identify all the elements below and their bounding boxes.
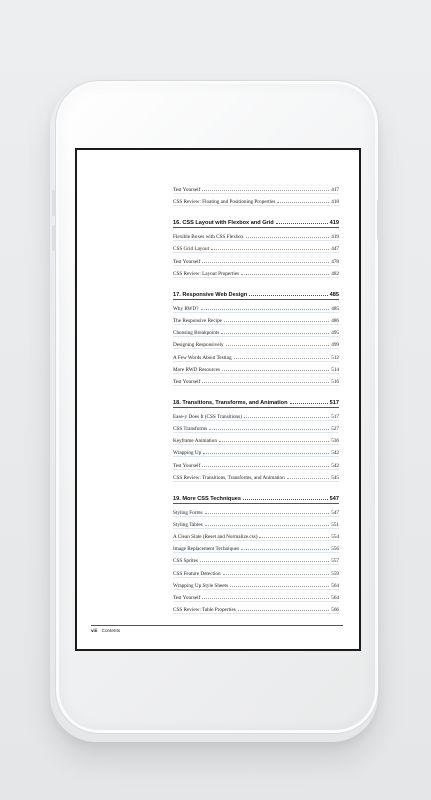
toc-section-entry[interactable] — [173, 567, 339, 578]
toc-entry-page: 482 — [331, 270, 339, 277]
toc-entry-page: 417 — [331, 187, 339, 193]
toc-entry-title: Choosing Breakpoints — [173, 330, 220, 337]
toc-section-entry[interactable] — [173, 530, 339, 541]
toc-entry-title: Ease-y Does It (CSS Transitions) — [173, 413, 242, 420]
toc-section-entry[interactable] — [173, 230, 339, 241]
toc-dot-leader — [205, 513, 330, 514]
toc-chapter-entry[interactable] — [173, 288, 339, 298]
toc-dot-leader — [224, 321, 329, 322]
toc-entry-title: Styling Forms — [173, 509, 203, 516]
toc-dot-leader — [259, 537, 329, 538]
toc-entry-page: 514 — [331, 366, 339, 373]
toc-entry-page: 447 — [331, 246, 339, 253]
toc-dot-leader — [200, 561, 329, 562]
toc-entry-title: Test Yourself — [173, 187, 201, 193]
toc-entry-title: Test Yourself — [173, 258, 201, 265]
toc-section-entry[interactable] — [173, 554, 339, 565]
toc-entry-page: 564 — [331, 582, 339, 589]
toc-entry-page: 545 — [331, 474, 339, 481]
toc-entry-title: CSS Transforms — [173, 426, 208, 433]
toc-chapter-entry[interactable] — [173, 492, 339, 502]
toc-section-entry[interactable] — [173, 255, 339, 266]
toc-dot-leader — [243, 499, 328, 500]
toc-section-entry[interactable] — [173, 326, 339, 337]
toc-dot-leader — [246, 237, 330, 238]
toc-section-entry[interactable] — [173, 603, 339, 614]
toc-entry-page: 542 — [331, 450, 339, 457]
toc-section-entry[interactable] — [173, 459, 339, 470]
chapter-underline — [173, 503, 339, 504]
toc-section-entry[interactable] — [173, 183, 339, 194]
toc-section-entry[interactable] — [173, 579, 339, 590]
toc-entry-title: CSS Review: Floating and Positioning Properties — [173, 199, 276, 206]
toc-dot-leader — [249, 295, 327, 296]
toc-section-entry[interactable] — [173, 242, 339, 253]
toc-section-entry[interactable] — [173, 363, 339, 374]
toc-entry-title: CSS Grid Layout — [173, 246, 210, 253]
toc-dot-leader — [277, 202, 329, 203]
footer-rule — [91, 625, 343, 626]
toc-entry-title: Test Yourself — [173, 378, 201, 385]
toc-entry-page: 551 — [331, 522, 339, 528]
toc-dot-leader — [226, 345, 330, 346]
toc-section-entry[interactable] — [173, 302, 339, 313]
toc-dot-leader — [219, 441, 329, 442]
toc-dot-leader — [202, 262, 329, 263]
toc-entry-title: More RWD Resources — [173, 366, 220, 373]
toc-entry-page: 547 — [329, 495, 339, 502]
toc-chapter-entry[interactable] — [173, 216, 339, 226]
toc-entry-title: Keyframe Animation — [173, 438, 217, 445]
toc-dot-leader — [276, 223, 328, 224]
toc-entry-page: 512 — [331, 354, 339, 361]
toc-entry-page: 559 — [331, 570, 339, 577]
toc-entry-page: 527 — [331, 426, 339, 433]
footer-label: Contents — [101, 628, 121, 633]
toc-section-entry[interactable] — [173, 410, 339, 421]
toc-dot-leader — [222, 370, 329, 371]
toc-dot-leader — [238, 610, 329, 611]
toc-dot-leader — [230, 586, 329, 587]
toc-dot-leader — [201, 309, 330, 310]
toc-entry-title: CSS Review: Transitions, Transforms, and Animation — [173, 474, 285, 481]
toc-chapter-entry[interactable] — [173, 396, 339, 406]
toc-entry-page: 419 — [331, 234, 339, 241]
toc-dot-leader — [202, 190, 329, 191]
toc-entry-title: 16. CSS Layout with Flexbox and Grid — [173, 220, 274, 227]
toc-entry-title: Why RWD? — [173, 305, 199, 312]
toc-entry-title: Test Yourself — [173, 594, 201, 601]
toc-entry-title: A Few Words About Testing — [173, 354, 232, 361]
toc-entry-page: 517 — [329, 399, 339, 406]
toc-dot-leader — [202, 382, 329, 383]
footer-page-number: viii — [91, 628, 98, 633]
volume-down-button — [52, 225, 55, 251]
chapter-underline — [173, 407, 339, 408]
toc-dot-leader — [211, 249, 329, 250]
power-button — [377, 200, 380, 240]
toc-entry-page: 564 — [331, 594, 339, 601]
toc-entry-title: 19. More CSS Techniques — [173, 495, 241, 502]
toc-section-entry[interactable] — [173, 471, 339, 482]
chapter-underline — [173, 227, 339, 228]
toc-section-entry[interactable] — [173, 506, 339, 517]
toc-entry-title: Wrapping Up — [173, 450, 202, 457]
toc-dot-leader — [202, 466, 329, 467]
toc-dot-leader — [287, 478, 330, 479]
toc-dot-leader — [205, 525, 330, 526]
chapter-underline — [173, 299, 339, 300]
toc-entry-page: 418 — [331, 199, 339, 206]
toc-entry-page: 419 — [329, 220, 339, 227]
toc-section-entry[interactable] — [173, 422, 339, 433]
toc-entry-page: 554 — [331, 534, 339, 541]
toc-entry-title: Test Yourself — [173, 462, 201, 469]
toc-entry-page: 516 — [331, 378, 339, 385]
toc-dot-leader — [241, 274, 329, 275]
toc-dot-leader — [209, 429, 329, 430]
toc-entry-title: Flexible Boxes with CSS Flexbox — [173, 234, 244, 241]
toc-section-entry[interactable] — [173, 591, 339, 602]
toc-entry-page: 499 — [331, 342, 339, 349]
page-footer — [91, 628, 120, 633]
toc-dot-leader — [203, 453, 329, 454]
toc-entry-title: 17. Responsive Web Design — [173, 291, 248, 298]
toc-dot-leader — [290, 403, 328, 404]
toc-section-entry[interactable] — [173, 518, 339, 529]
toc-entry-page: 566 — [331, 607, 339, 614]
toc-dot-leader — [223, 574, 330, 575]
toc-entry-title: Wrapping Up Style Sheets — [173, 582, 228, 589]
toc-entry-page: 542 — [331, 462, 339, 469]
toc-entry-page: 485 — [329, 291, 339, 298]
phone-screen[interactable] — [75, 148, 361, 651]
toc-section-entry[interactable] — [173, 375, 339, 386]
toc-entry-title: Image Replacement Techniques — [173, 546, 240, 553]
toc-entry-page: 495 — [331, 330, 339, 337]
toc-entry-title: A Clean Slate (Reset and Normalize.css) — [173, 534, 258, 541]
toc-entry-title: CSS Sprites — [173, 558, 198, 565]
toc-dot-leader — [241, 549, 329, 550]
toc-entry-title: Styling Tables — [173, 522, 203, 528]
toc-entry-title: The Responsive Recipe — [173, 318, 222, 325]
toc-section-entry[interactable] — [173, 195, 339, 206]
toc-entry-page: 485 — [331, 305, 339, 312]
toc-entry-page: 536 — [331, 438, 339, 445]
toc-section-entry[interactable] — [173, 434, 339, 445]
toc-entry-title: CSS Feature Detection — [173, 570, 221, 577]
toc-section-entry[interactable] — [173, 338, 339, 349]
toc-dot-leader — [244, 417, 329, 418]
toc-entry-page: 557 — [331, 558, 339, 565]
toc-entry-page: 517 — [331, 413, 339, 420]
toc-entry-title: Designing Responsively — [173, 342, 224, 349]
toc-section-entry[interactable] — [173, 542, 339, 553]
toc-entry-page: 556 — [331, 546, 339, 553]
toc-entry-title: CSS Review: Layout Properties — [173, 270, 240, 277]
toc-entry-page: 547 — [331, 509, 339, 516]
toc-entry-title: 18. Transitions, Transforms, and Animation — [173, 399, 288, 406]
toc-entry-page: 478 — [331, 258, 339, 265]
toc-section-entry[interactable] — [173, 446, 339, 457]
toc-section-entry[interactable] — [173, 314, 339, 325]
toc-section-entry[interactable] — [173, 351, 339, 362]
toc-dot-leader — [234, 358, 330, 359]
toc-entry-page: 486 — [331, 318, 339, 325]
toc-dot-leader — [202, 598, 329, 599]
toc-dot-leader — [221, 333, 329, 334]
toc-section-entry[interactable] — [173, 267, 339, 278]
volume-up-button — [52, 190, 55, 216]
toc-entry-title: CSS Review: Table Properties — [173, 607, 236, 614]
